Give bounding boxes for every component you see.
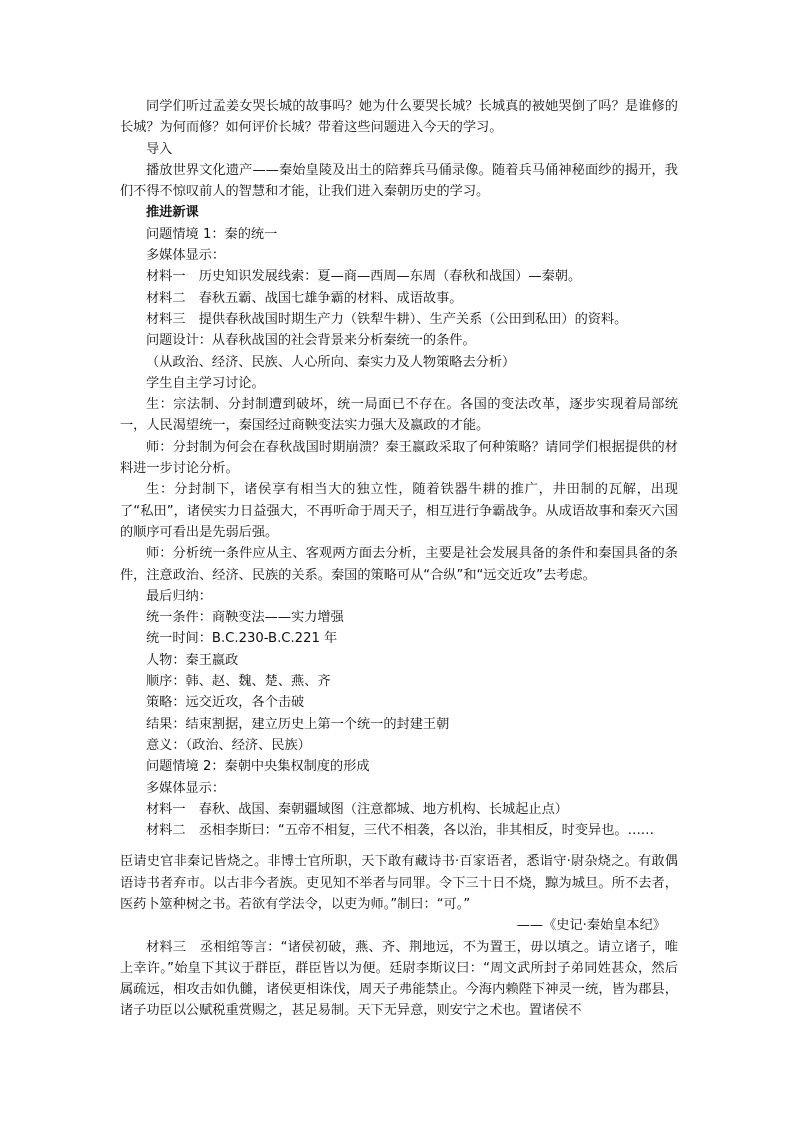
problem-situation-2: 问题情境 2：秦朝中央集权制度的形成 <box>146 759 370 775</box>
teacher-question-1: 师：分封制为何会在春秋战国时期崩溃？秦王嬴政采取了何种策略？请同学们根据提供的材料进一步讨论分析。 <box>120 439 678 477</box>
summary-time: 统一时间：B.C.230-B.C.221 年 <box>146 631 338 647</box>
teacher-comment: 师：分析统一条件应从主、客观两方面去分析，主要是社会发展具备的条件和秦国具备的条件，注意政治、经济、民族的关系。秦国的策略可从“合纵”和“远交近攻”去考虑。 <box>120 546 678 583</box>
intro-paragraph: 同学们听过孟姜女哭长城的故事吗？她为什么要哭长城？长城真的被她哭倒了吗？是谁修的长城？为何而修？如何评价长城？带着这些问题进入今天的学习。 <box>120 99 678 136</box>
summary-label: 最后归纳： <box>146 588 212 604</box>
material-2: 材料二 春秋五霸、战国七雄争霸的材料、成语故事。 <box>146 290 463 306</box>
material-2-2: 材料二 丞相李斯曰：“五帝不相复，三代不相袭，各以治，非其相反，时变异也。…… <box>146 823 654 839</box>
summary-result: 结果：结束割据，建立历史上第一个统一的封建王朝 <box>146 716 450 732</box>
summary-significance: 意义：（政治、经济、民族） <box>146 737 311 753</box>
section-daoru: 导入 <box>146 141 173 157</box>
student-answer-1: 生：宗法制、分封制遭到破坏，统一局面已不存在。各国的变法改革，逐步实现着局部统一，人民渴望统一，秦国经过商鞅变法实力强大及嬴政的才能。 <box>120 397 678 434</box>
daoru-paragraph: 播放世界文化遗产——秦始皇陵及出土的陪葬兵马俑录像。随着兵马俑神秘面纱的揭开，我们不得不惊叹前人的智慧和才能，让我们进入秦朝历史的学习。 <box>120 162 678 200</box>
material-2-1: 材料一 春秋、战国、秦朝疆域图（注意都城、地方机构、长城起止点） <box>146 801 568 817</box>
quote-source: ——《史记·秦始皇本纪》 <box>516 918 666 934</box>
analysis-hint: （从政治、经济、民族、人心所向、秦实力及人物策略去分析） <box>146 354 516 370</box>
document-page <box>120 96 678 1022</box>
student-discussion: 学生自主学习讨论。 <box>146 375 265 391</box>
multimedia-label-2: 多媒体显示： <box>146 780 226 796</box>
problem-design: 问题设计：从春秋战国的社会背景来分析秦统一的条件。 <box>146 333 476 349</box>
section-heading-new-lesson: 推进新课 <box>146 205 199 221</box>
multimedia-label: 多媒体显示： <box>146 248 226 264</box>
problem-situation-1: 问题情境 1：秦的统一 <box>146 226 278 242</box>
summary-strategy: 策略：远交近攻，各个击破 <box>146 695 305 711</box>
summary-condition: 统一条件：商鞅变法——实力增强 <box>146 610 344 626</box>
student-answer-2: 生：分封制下，诸侯享有相当大的独立性，随着铁器牛耕的推广，井田制的瓦解，出现了“私田”，诸侯实力日益强大，不再听命于周天子，相互进行争霸战争。从成语故事和秦灭六国的顺序可看出是先弱后强。 <box>120 482 678 540</box>
summary-order: 顺序：韩、赵、魏、楚、燕、齐 <box>146 674 331 690</box>
li-si-quote: 臣请史官非秦记皆烧之。非博士官所职，天下敢有藏诗书·百家语者，悉诣守·尉杂烧之。有敢偶语诗书者弃市。以古非今者族。吏见知不举者与同罪。令下三十日不烧，黥为城旦。所不去者，医药卜筮种树之书。若欲有学法令，以吏为师。”制曰：“可。” <box>120 854 678 912</box>
material-1: 材料一 历史知识发展线索：夏—商—西周—东周（春秋和战国）—秦朝。 <box>146 269 582 285</box>
material-2-3: 材料三 丞相绾等言：“诸侯初破，燕、齐、荆地远，不为置王，毋以填之。请立诸子，唯上幸许。”始皇下其议于群臣，群臣皆以为便。廷尉李斯议曰：“周文武所封子弟同姓甚众，然后属疏远，相攻击如仇雠，诸侯更相诛伐，周天子弗能禁止。今海内赖陛下神灵一统，皆为郡县，诸子功臣以公赋税重赏赐之，甚足易制。天下无异意，则安宁之术也。置诸侯不 <box>120 939 678 1019</box>
summary-person: 人物：秦王嬴政 <box>146 652 239 668</box>
material-3: 材料三 提供春秋战国时期生产力（铁犁牛耕）、生产关系（公田到私田）的资料。 <box>146 311 628 327</box>
